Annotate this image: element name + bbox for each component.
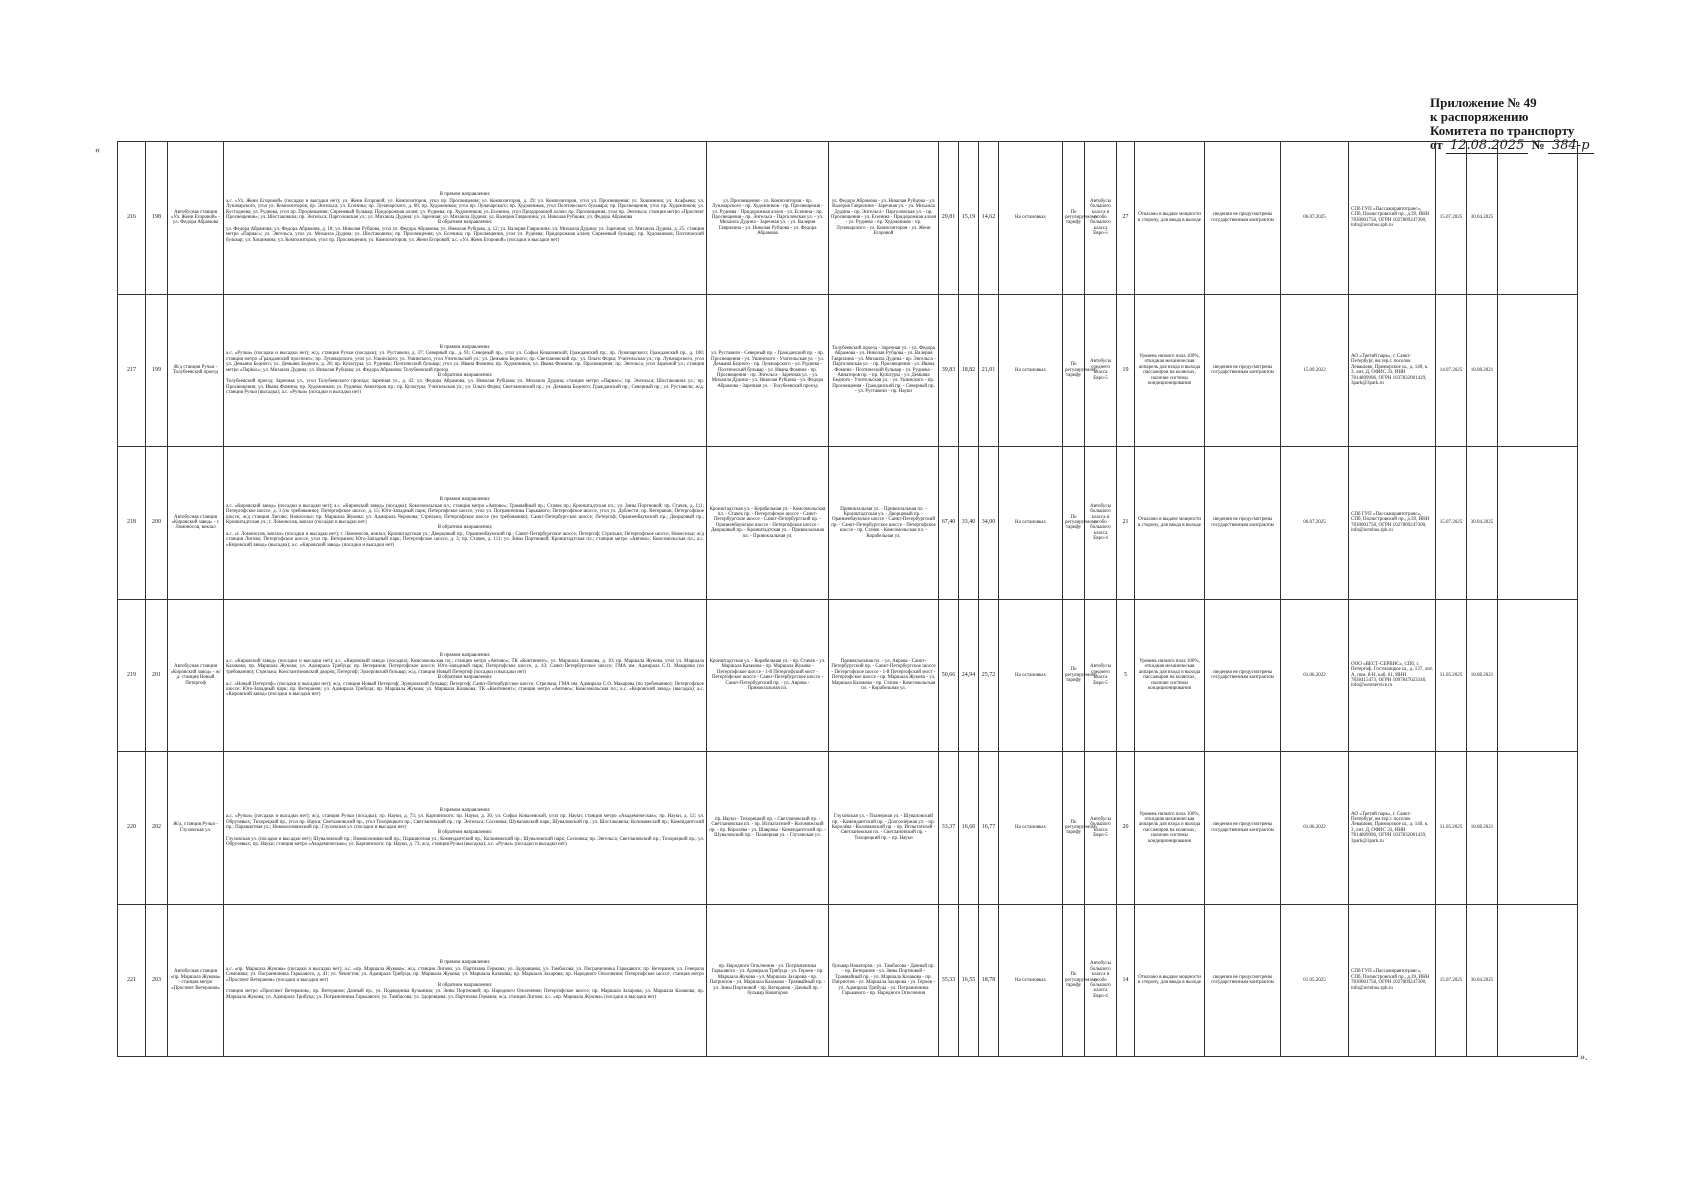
forward-direction-text: а.с. «Кировский завод» (посадки и высадки нет); а.с. «Кировский завод» (посадка); Комсомольская пл.; станция метро «Автово»; Трамвайный пр.; Стачек пр.; Кронштадтская пл.; ул. Зины Портновой; пр. Стачек, д. 111; Петергофское шоссе, д. 3 (по требованию); Петергофское шоссе, д. 15; Юго-Западный парк; Петергофское шоссе, угол ул. Пограничника Гарькавого; Петергофское шоссе, угол ул. Доблести; пр. Ветеранов; Петергофское шоссе; ж/д станция Лигово; Новоселье; пр. Маршала Жукова; ул. Адмирала Черокова; Стрельна; Петергофское шоссе (по требованию); Санкт-Петербургское шоссе; Петергоф; Ораниенбаумский пр.; Дворцовый пр.; Кронштадтская ул.; г. Ломоносов, вокзал (посадки и высадки нет) bbox=[226, 503, 704, 526]
close-quote-marker: ». bbox=[1580, 1052, 1588, 1063]
vehicle-class: Автобусы среднего класса Евро-5 bbox=[1085, 294, 1117, 447]
route-number: 198 bbox=[146, 142, 168, 295]
start-date: 06.07.2025 bbox=[1281, 447, 1349, 600]
table-row bbox=[118, 294, 1578, 447]
vehicle-features: Уровень низкого пола 100%, откидная механическая аппарель для входа и выхода пассажиров на колясках, наличие системы кондиционирования bbox=[1135, 752, 1205, 905]
contract-date-2: 30.04.2025 bbox=[1467, 142, 1498, 295]
length-total: 50,66 bbox=[939, 599, 959, 752]
route-description bbox=[224, 142, 707, 295]
vehicle-count: 27 bbox=[1117, 142, 1135, 295]
start-date: 01.06.2022 bbox=[1281, 599, 1349, 752]
streets-backward: Привокзальная ул. - Привокзальная пл. - Кронштадтская ул. - Дворцовый пр. - Ораниенбаумское шоссе - Санкт-Петербургский пр. - Санкт-Петербургское шоссе - Петергофское шоссе - пр. Стачек - Комсомольская пл. - Корабельная ул. bbox=[829, 447, 939, 600]
table-row bbox=[118, 447, 1578, 600]
empty-cell bbox=[1498, 447, 1578, 600]
contract-date-1: 15.07.2025 bbox=[1436, 447, 1467, 600]
contract-date-1: 15.07.2025 bbox=[1436, 904, 1467, 1057]
length-forward: 16,55 bbox=[959, 904, 979, 1057]
length-total: 33,37 bbox=[939, 752, 959, 905]
carrier-info: СПб ГУП «Пассажиравтотранс», СПб, Полюстровский пр., д.39, ИНН 7830001758, ОГРН 1027809247300, info@avtobus.spb.ru bbox=[1349, 904, 1436, 1057]
vehicle-count: 5 bbox=[1117, 599, 1135, 752]
route-description bbox=[224, 752, 707, 905]
route-description bbox=[224, 904, 707, 1057]
forward-direction-heading: В прямом направлении: bbox=[439, 192, 491, 198]
contract-date-2: 18.08.2021 bbox=[1467, 752, 1498, 905]
backward-direction-text: Толубеевский проезд; Заречная ул., угол Толубеевского проезда; Заречная ул., д. 42; ул. Федора Абрамова; ул. Николая Рубцова; ул. Михаила Дудина; станция метро «Парнас»; пр. Энгельса; Шостаковича ул.; пр. Просвещения; ул. Ивана Фомина; пр. Художников; ул. Руднева; Авиаторов пр.; пр. Культуры; Учительская ул.; ул. Ольги Форш; Светлановский пр.; ул. Демьяна Бедного; Гражданский пр.; Северный пр.; ул. Руставели; ж/д. станция Ручьи (высадка); а.с. «Ручьи» (посадки и высадки нет) bbox=[226, 379, 704, 396]
length-total: 35,33 bbox=[939, 904, 959, 1057]
contract-date-2: 30.04.2025 bbox=[1467, 904, 1498, 1057]
route-number: 200 bbox=[146, 447, 168, 600]
backward-direction-text: Глуховская ул. (посадки и высадки нет); Шуваловский пр.; Новоколомяжский пр.; Парашютная ул.; Комендантский пр.; Коломяжский пр.; Шуваловский парк; Сосновка; пр. Энгельса; Светлановский пр.; Тихорецкий пр.; ул. Обручевых; пр. Науки; станция метро «Академическая»; ул. Карпинского; пр. Науки, д. 73; ж/д. станция Ручьи (высадка); а.с. «Ручьи» (посадки и высадки нет) bbox=[226, 836, 704, 848]
forward-direction-heading: В прямом направлении: bbox=[439, 652, 491, 658]
row-index: 220 bbox=[118, 752, 146, 905]
length-forward: 33,40 bbox=[959, 447, 979, 600]
stops-order: На остановках bbox=[999, 752, 1063, 905]
vehicle-class: Автобусы большого класса и особо большого класса Евро-4 bbox=[1085, 904, 1117, 1057]
length-backward: 14,62 bbox=[979, 142, 999, 295]
stops-order: На остановках bbox=[999, 904, 1063, 1057]
carrier-info: АО «Третий парк», г. Санкт-Петербург, вн.тер.г. поселок Левашово, Приморское ш., д. 140, к. 3, лит. Д, ОФИС 33, ИНН 7814809996, ОГРН 1037832001429, 3park@3park.ru bbox=[1349, 752, 1436, 905]
streets-backward: Толубеевский проезд - Заречная ул. - ул. Федора Абрамова - ул. Николая Рубцова - ул. Валерия Гаврилина - ул. Михаила Дудина - пр. Энгельса - Парголовская ул. - пр. Просвещения - ул. Ивана Фомина - Поэтический бульвар - ул. Руднева - Авиаторов пр. - пр. Культуры - ул. Демьяна Бедного - Учительская ул. - ул. Ушинского - пр. Просвещения - Гражданский пр. - Северный пр. - ул. Руставели - пр. Науки bbox=[829, 294, 939, 447]
vehicle-count: 20 bbox=[1117, 752, 1135, 905]
backward-direction-heading: В обратном направлении: bbox=[437, 675, 493, 681]
appendix-date-line: от 12.08.2025 № 384-р bbox=[1430, 138, 1594, 153]
streets-forward: пр. Народного Ополчения - ул. Пограничника Гарькавого - ул. Адмирала Трибуца - ул. Героев - пр. Маршала Жукова - ул. Маршала Захарова - пр. Патриотов - ул. Маршала Казакова - Трамвайный пр. - ул. Зины Портновой - пр. Ветеранов - Дачный пр. - бульвар Новаторов bbox=[707, 904, 829, 1057]
route-name: Автобусная станция «Ул. Жени Егоровой» - ул. Федора Абрамова bbox=[168, 142, 224, 295]
empty-cell bbox=[1498, 294, 1578, 447]
route-name: Ж/д. станция Ручьи - Глуховская ул. bbox=[168, 752, 224, 905]
vehicle-features: Отказано в выдаче мощности в сторону, для ввода в выходе bbox=[1135, 447, 1205, 600]
backward-direction-text: а.с. «Новый Петергоф» (посадки и высадки нет); ж/д. станция Новый Петергоф; Эрлеровский бульвар; Петергоф; Санкт-Петербургское шоссе; Стрельна; ГМА им. Адмирала С.О. Макарова (по требованию); Петергофское шоссе; Юго-Западный парк; пр. Ветеранов; ул. Адмирала Трибуца; пр. Маршала Жукова; ул. Маршала Казакова; ТК «Континент»; станция метро «Автово»; Комсомольская пл.; а.с. «Кировский завод» (высадка); а.с. «Кировский завод» (посадки и высадки нет) bbox=[226, 681, 704, 698]
contract-date-2: 18.08.2021 bbox=[1467, 599, 1498, 752]
length-forward: 16,60 bbox=[959, 752, 979, 905]
tariff-type: По регулируемому тарифу bbox=[1063, 447, 1085, 600]
vehicle-features: Отказано в выдаче мощности в сторону, для ввода в выходе bbox=[1135, 142, 1205, 295]
stops-order: На остановках bbox=[999, 294, 1063, 447]
route-number: 203 bbox=[146, 904, 168, 1057]
contract-notes: сведения не предусмотрены государственным контрактом bbox=[1205, 599, 1281, 752]
appendix-title: Приложение № 49 bbox=[1430, 95, 1537, 110]
length-backward: 25,72 bbox=[979, 599, 999, 752]
length-forward: 15,19 bbox=[959, 142, 979, 295]
contract-date-2: 18.08.2021 bbox=[1467, 294, 1498, 447]
backward-direction-heading: В обратном направлении: bbox=[437, 525, 493, 531]
carrier-info: АО «Третий парк», г. Санкт-Петербург, вн.тер.г. поселок Левашово, Приморское ш., д. 140, к. 3, лит. Д, ОФИС 33, ИНН 7814809996, ОГРН 1037832001429, 3park@3park.ru bbox=[1349, 294, 1436, 447]
appendix-committee: Комитета по транспорту bbox=[1430, 123, 1575, 138]
forward-direction-heading: В прямом направлении: bbox=[439, 344, 491, 350]
vehicle-class: Автобусы большого класса и особо большого класса Евро-4 bbox=[1085, 447, 1117, 600]
tariff-type: По регулируемому тарифу bbox=[1063, 294, 1085, 447]
length-total: 67,40 bbox=[939, 447, 959, 600]
backward-direction-text: станция метро «Проспект Ветеранов»; пр. Ветеранов; Дачный пр.; ул. Подводника Кузьмина; ул. Зины Портновой; пр. Народного Ополчения; Петергофское шоссе; пр. Маршала Захарова; ул. Маршала Казакова; пр. Маршала Жукова; ул. Адмирала Трибуца; ул. Пограничника Гарькавого; ул. Тамбасова; ул. Здоровцева; ул. Партизана Германа; ж/д. станция Лигово; а.с. «пр. Маршала Жукова» (посадки и высадки нет) bbox=[226, 989, 704, 1000]
vehicle-count: 14 bbox=[1117, 904, 1135, 1057]
handwritten-date: 12.08.2025 bbox=[1446, 138, 1528, 154]
tariff-type: По регулируемому тарифу bbox=[1063, 142, 1085, 295]
backward-direction-text: а.с. «г. Ломоносов, вокзал» (посадки и высадки нет); г. Ломоносов, вокзал; Кронштадтская ул.; Дворцовый пр.; Ораниенбаумский пр.; Санкт-Петербургское шоссе; Петергоф; Стрельна; Петергофское шоссе; Новоселье; ж/д станция Лигово; Петергофское шоссе, угол пр. Ветеранов; Юго-Западный парк; Петергофское шоссе, д. 3; пр. Стачек, д. 111; ул. Зины Портновой; Кронштадтская пл.; станция метро «Автово»; Комсомольская пл.; а.с. «Кировский завод» (высадка); а.с. «Кировский завод» (посадки и высадки нет) bbox=[226, 531, 704, 548]
contract-date-1: 31.05.2025 bbox=[1436, 752, 1467, 905]
table-row bbox=[118, 904, 1578, 1057]
open-quote-marker: « bbox=[95, 145, 100, 156]
route-description bbox=[224, 599, 707, 752]
length-total: 39,83 bbox=[939, 294, 959, 447]
contract-notes: сведения не предусмотрены государственным контрактом bbox=[1205, 142, 1281, 295]
stops-order: На остановках bbox=[999, 447, 1063, 600]
tariff-type: По регулируемому тарифу bbox=[1063, 599, 1085, 752]
row-index: 217 bbox=[118, 294, 146, 447]
carrier-info: СПб ГУП «Пассажиравтотранс», СПб, Полюстровский пр., д.39, ИНН 7830001758, ОГРН 1027809247300, info@avtobus.spb.ru bbox=[1349, 142, 1436, 295]
forward-direction-text: а.с. «Ул. Жени Егоровой» (посадки и высадки нет); ул. Жени Егоровой; ул. Композиторов, угол пр. Просвещения; ул. Композиторов, д. 29; ул. Композиторов, угол ул. Просвещения; ул. Хошимина; ул. Асафьева; ул. Луначарского, угол ул. Композиторов; пр. Энгельса; ул. Есенина; пр. Луначарского, д. 60; пр. Художников; угол пр. Луначарского; пр. Художников, угол Поэтического бульвара; пр. Просвещения, угол пр. Художников; ул. Кустодиева; ул. Руднева, угол пр. Просвещения; Сиреневый бульвар; Придорожная аллея; ул. Руднева; пр. Художников; ул. Есенина, угол Придорожной аллеи; пр. Просвещения, угол пр. Энгельса; станция метро «Проспект Просвещения»; ул. Шостаковича; пр. Энгельса; Парголовская ул.; ул. Михаила Дудина; ул. Заречная; ул. Михаила Дудина; ул. Валерия Гаврилина; ул. Николая Рубцова; ул. Федора Абрамова bbox=[226, 198, 704, 221]
row-index: 219 bbox=[118, 599, 146, 752]
route-name: Автобусная станция «Кировский завод» - г. Ломоносов, вокзал bbox=[168, 447, 224, 600]
start-date: 01.06.2022 bbox=[1281, 752, 1349, 905]
backward-direction-heading: В обратном направлении: bbox=[437, 220, 493, 226]
start-date: 06.07.2025 bbox=[1281, 142, 1349, 295]
vehicle-features: Уровень низкого пола 100%, откидная механическая аппарель для входа и выхода пассажиров на колясках, наличие системы кондиционирования bbox=[1135, 294, 1205, 447]
carrier-info: СПб ГУП «Пассажиравтотранс», СПб, Полюстровский пр., д.39, ИНН 7830001758, ОГРН 1027809247300, info@avtobus.spb.ru bbox=[1349, 447, 1436, 600]
backward-direction-heading: В обратном направлении: bbox=[437, 372, 493, 378]
handwritten-number: 384-р bbox=[1548, 138, 1594, 154]
streets-backward: Глуховская ул. - Планерная ул. - Шуваловский пр. - Комендантский пр. - Долгоозёрная ул. - пр. Королёва - Коломяжский пр. - пр. Испытателей - Светлановская пл. - Светлановский пр. - Тихорецкий пр. - пр. Науки bbox=[829, 752, 939, 905]
forward-direction-text: а.с. «Кировский завод» (посадки и высадки нет); а.с. «Кировский завод» (посадка); Комсомольская пл.; станция метро «Автово»; ТК «Континент»; ул. Маршала Казакова, д. 10; пр. Маршала Жукова, угол ул. Маршала Казакова; пр. Маршала Жукова; ул. Адмирала Трибуца; пр. Ветеранов; Петергофское шоссе; Юго-Западный парк; Петергофское шоссе, д. 43; Санкт-Петербургское шоссе; ГМА им. Адмирала С.О. Макарова (по требованию); Стрельна; Константиновский дворец; Петергоф; Эрлеровский бульвар; ж/д. станция Новый Петергоф (посадки и высадки нет) bbox=[226, 659, 704, 675]
forward-direction-heading: В прямом направлении: bbox=[439, 960, 491, 966]
streets-forward: Кронштадтская ул. - Корабельная ул. - Комсомольская пл. - Стачек пр. - Петергофское шоссе - Санкт-Петербургское шоссе - Санкт-Петербургский пр. - Ораниенбаумское шоссе - Петергофское шоссе - Дворцовый пр. - Кронштадтская ул. - Привокзальная пл. - Привокзальная ул. bbox=[707, 447, 829, 600]
route-name: Автобусная станция «Кировский завод» - ж/д. станция Новый Петергоф bbox=[168, 599, 224, 752]
contract-notes: сведения не предусмотрены государственным контрактом bbox=[1205, 447, 1281, 600]
start-date: 01.05.2025 bbox=[1281, 904, 1349, 1057]
vehicle-count: 21 bbox=[1117, 447, 1135, 600]
contract-date-2: 30.04.2025 bbox=[1467, 447, 1498, 600]
routes-table-body bbox=[118, 142, 1578, 1057]
contract-date-1: 31.05.2025 bbox=[1436, 599, 1467, 752]
streets-backward: Привокзальная пл. - ул. Аврова - Санкт-Петербургский пр. - Санкт-Петербургское шоссе - Петергофское шоссе - 1-й Петергофский мост - Петергофское шоссе - пр. Маршала Жукова - ул. Маршала Казакова - пр. Стачек - Комсомольская пл. - Корабельная ул. bbox=[829, 599, 939, 752]
backward-direction-text: ул. Федора Абрамова; ул. Федора Абрамова, д. 18; ул. Николая Рубцова, угол ул. Федора Абрамова; ул. Николая Рубцова, д. 12; ул. Валерия Гаврилина; ул. Михаила Дудина; ул. Заречная; ул. Михаила Дудина, д. 25; станция метро «Парнас»; ул. Энгельса, угол ул. Михаила Дудина; ул. Шостаковича; пр. Просвещения; ул. Есенина; пр. Просвещения, угол ул. Руднева; Придорожная аллея; Сиреневый бульвар; пр. Художников; Поэтический бульвар; ул. Хошимина; ул. Композиторов, угол пр. Просвещения; ул. Композиторов; ул. Жени Егоровой; а.с. «Ул. Жени Егоровой» (посадки и высадки нет) bbox=[226, 226, 704, 243]
route-number: 199 bbox=[146, 294, 168, 447]
contract-date-1: 15.07.2025 bbox=[1436, 142, 1467, 295]
contract-notes: сведения не предусмотрены государственным контрактом bbox=[1205, 904, 1281, 1057]
tariff-type: По регулируемому тарифу bbox=[1063, 752, 1085, 905]
route-name: Автобусная станция «пр. Маршала Жукова» - станция метро «Проспект Ветеранов» bbox=[168, 904, 224, 1057]
forward-direction-heading: В прямом направлении: bbox=[439, 497, 491, 503]
carrier-info: ООО «ВЕСТ-СЕРВИС», СПб, г. Петергоф, Гостилицкое ш., д. 137, лит. А, пом. 8-Н, каб. 61, ИНН 7838415473, ОГРН 1097847023346, info@westservice.ru bbox=[1349, 599, 1436, 752]
vehicle-features: Отказано в выдаче мощности в сторону, для ввода в выходе bbox=[1135, 904, 1205, 1057]
row-index: 218 bbox=[118, 447, 146, 600]
vehicle-class: Автобусы большого класса Евро-5 bbox=[1085, 752, 1117, 905]
forward-direction-heading: В прямом направлении: bbox=[439, 807, 491, 813]
empty-cell bbox=[1498, 904, 1578, 1057]
empty-cell bbox=[1498, 142, 1578, 295]
stops-order: На остановках bbox=[999, 599, 1063, 752]
route-description bbox=[224, 447, 707, 600]
streets-forward: пр. Науки - Тихорецкий пр. - Светлановский пр. - Светлановская пл. - пр. Испытателей - Коломяжский пр. - пр. Королёва - ул. Шаврова - Комендантский пр. - Шуваловский пр. - Планерная ул. - Глуховская ул. bbox=[707, 752, 829, 905]
streets-forward: ул. Руставели - Северный пр. - Гражданский пр. - пр. Просвещения - ул. Ушинского - Учительская ул. - ул. Демьяна Бедного - пр. Луначарского - ул. Руднева - Поэтический бульвар - ул. Ивана Фомина - пр. Просвещения - пр. Энгельса - Заречная ул. - ул. Михаила Дудина - ул. Николая Рубцова - ул. Федора Абрамова - Заречная ул. - Толубеевский проезд bbox=[707, 294, 829, 447]
routes-table bbox=[117, 141, 1578, 1057]
length-backward: 21,01 bbox=[979, 294, 999, 447]
streets-backward: бульвар Новаторов - ул. Тамбасова - Дачный пр. - пр. Ветеранов - ул. Зины Портновой - Трамвайный пр. - ул. Маршала Казакова - пр. Патриотов - ул. Маршала Захарова - ул. Героев - ул. Адмирала Трибуца - ул. Пограничника Гарькавого - пр. Народного Ополчения bbox=[829, 904, 939, 1057]
empty-cell bbox=[1498, 752, 1578, 905]
route-name: Ж/д станция Ручьи - Толубеевский проезд bbox=[168, 294, 224, 447]
length-total: 29,81 bbox=[939, 142, 959, 295]
forward-direction-text: а.с. «пр. Маршала Жукова» (посадки и высадки нет); а.с. «пр. Маршала Жукова»; ж/д. станция Лигово; ул. Партизана Германа; ул. Здоровцева; ул. Тамбасова; ул. Пограничника Гарькавого; пр. Ветеранов; ул. Генерала Симоняка; ул. Пограничника Гарькавого, д. 41; ул. Чекистов; ул. Адмирала Трибуца; пр. Маршала Жукова; ул. Маршала Казакова; пр. Маршала Захарова; пр. Народного Ополчения; Петергофское шоссе; станция метро «Проспект Ветеранов» (посадки и высадки нет) bbox=[226, 966, 704, 983]
tariff-type: По регулируемому тарифу bbox=[1063, 904, 1085, 1057]
row-index: 221 bbox=[118, 904, 146, 1057]
appendix-subtitle: к распоряжению bbox=[1430, 109, 1529, 124]
start-date: 15.09.2022 bbox=[1281, 294, 1349, 447]
backward-direction-heading: В обратном направлении: bbox=[437, 830, 493, 836]
empty-cell bbox=[1498, 599, 1578, 752]
vehicle-count: 19 bbox=[1117, 294, 1135, 447]
length-forward: 24,94 bbox=[959, 599, 979, 752]
forward-direction-text: а.с. «Ручьи» (посадки и высадки нет); ж/д. станция Ручьи (посадки); ул. Руставели, д. 37; Северный пр., д. 91; Северный пр., угол ул. Софьи Ковалевской; Гражданский пр.; пр. Луначарского; Гражданский пр., д. 100; станция метро «Гражданский проспект»; пр. Луначарского, угол ул. Ушинского; ул. Ушинского, угол Учительской ул.; ул. Демьяна Бедного; пр. Светлановский пр.; ул. Ольги Форш; Учительская ул.; пр. Луначарского, угол ул. Демьяна Бедного; ул. Демьяна Бедного, д. 28; пр. Культуры; ул. Руднева; Поэтический бульвар; угол ул. Ивана Фомина; пр. Художников; ул. Ивана Фомина; пр. Просвещения; пр. Энгельса, угол Заречной ул.; станция метро «Парнас»; ул. Михаила Дудина; ул. Николая Рубцова; ул. Федора Абрамова; Толубеевский проезд bbox=[226, 351, 704, 373]
stops-order: На остановках bbox=[999, 142, 1063, 295]
route-number: 201 bbox=[146, 599, 168, 752]
route-number: 202 bbox=[146, 752, 168, 905]
row-index: 216 bbox=[118, 142, 146, 295]
forward-direction-text: а.с. «Ручьи» (посадки и высадки нет); ж/д. станция Ручьи (посадка); пр. Науки, д. 73; ул. Карпинского; пр. Науки, д. 30; ул. Софьи Ковалевской, угол пр. Науки; станция метро «Академическая»; пр. Науки, д. 12; ул. Обручевых; Тихорецкий пр., угол пр. Науки; Светлановский пр., угол Тихорецкого пр.; Светлановский пр.; пр. Энгельса; Сосновка; Шуваловский парк; Шуваловский пр.; ул. Шостаковича; Коломяжский пр.; Комендантский пр.; Парашютная ул.; Новоколомяжский пр.; Глуховская ул. (посадки и высадки нет) bbox=[226, 814, 704, 831]
length-backward: 16,77 bbox=[979, 752, 999, 905]
length-backward: 18,78 bbox=[979, 904, 999, 1057]
vehicle-features: Уровень низкого пола 100%, откидная механическая аппарель для входа и выхода пассажиров на колясках, наличие системы кондиционирования bbox=[1135, 599, 1205, 752]
contract-notes: сведения не предусмотрены государственным контрактом bbox=[1205, 752, 1281, 905]
streets-forward: Кронштадтская ул. - Корабельная ул. - пр. Стачек - ул. Маршала Казакова - пр. Маршала Жукова - Петергофское шоссе - 1-й Петергофский мост - Петергофское шоссе - Санкт-Петербургское шоссе - Санкт-Петербургский пр. - ул. Аврова - Привокзальная пл. bbox=[707, 599, 829, 752]
contract-notes: сведения не предусмотрены государственным контрактом bbox=[1205, 294, 1281, 447]
contract-date-1: 14.07.2025 bbox=[1436, 294, 1467, 447]
vehicle-class: Автобусы среднего класса Евро-5 bbox=[1085, 599, 1117, 752]
vehicle-class: Автобусы большого класса и особо большого класса Евро-5 bbox=[1085, 142, 1117, 295]
route-description bbox=[224, 294, 707, 447]
table-row bbox=[118, 752, 1578, 905]
table-row bbox=[118, 599, 1578, 752]
backward-direction-heading: В обратном направлении: bbox=[437, 982, 493, 988]
streets-forward: ул. Просвещения - ул. Композиторов - пр. Луначарского - пр. Художников - пр. Просвещения - ул. Руднева - Придорожная аллея - ул. Есенина - пр. Просвещения - пр. Энгельса - Парголовская ул. - ул. Михаила Дудина - Заречная ул. - ул. Валерия Гаврилина - ул. Николая Рубцова - ул. Федора Абрамова bbox=[707, 142, 829, 295]
table-row bbox=[118, 142, 1578, 295]
streets-backward: ул. Федора Абрамова - ул. Николая Рубцова - ул. Валерия Гаврилина - Заречная ул. - ул. Михаила Дудина - пр. Энгельса - Парголовская ул. - пр. Просвещения - ул. Есенина - Придорожная аллея - ул. Руднева - пр. Художников - пр. Луначарского - ул. Композиторов - ул. Жени Егоровой bbox=[829, 142, 939, 295]
length-backward: 34,00 bbox=[979, 447, 999, 600]
length-forward: 18,82 bbox=[959, 294, 979, 447]
